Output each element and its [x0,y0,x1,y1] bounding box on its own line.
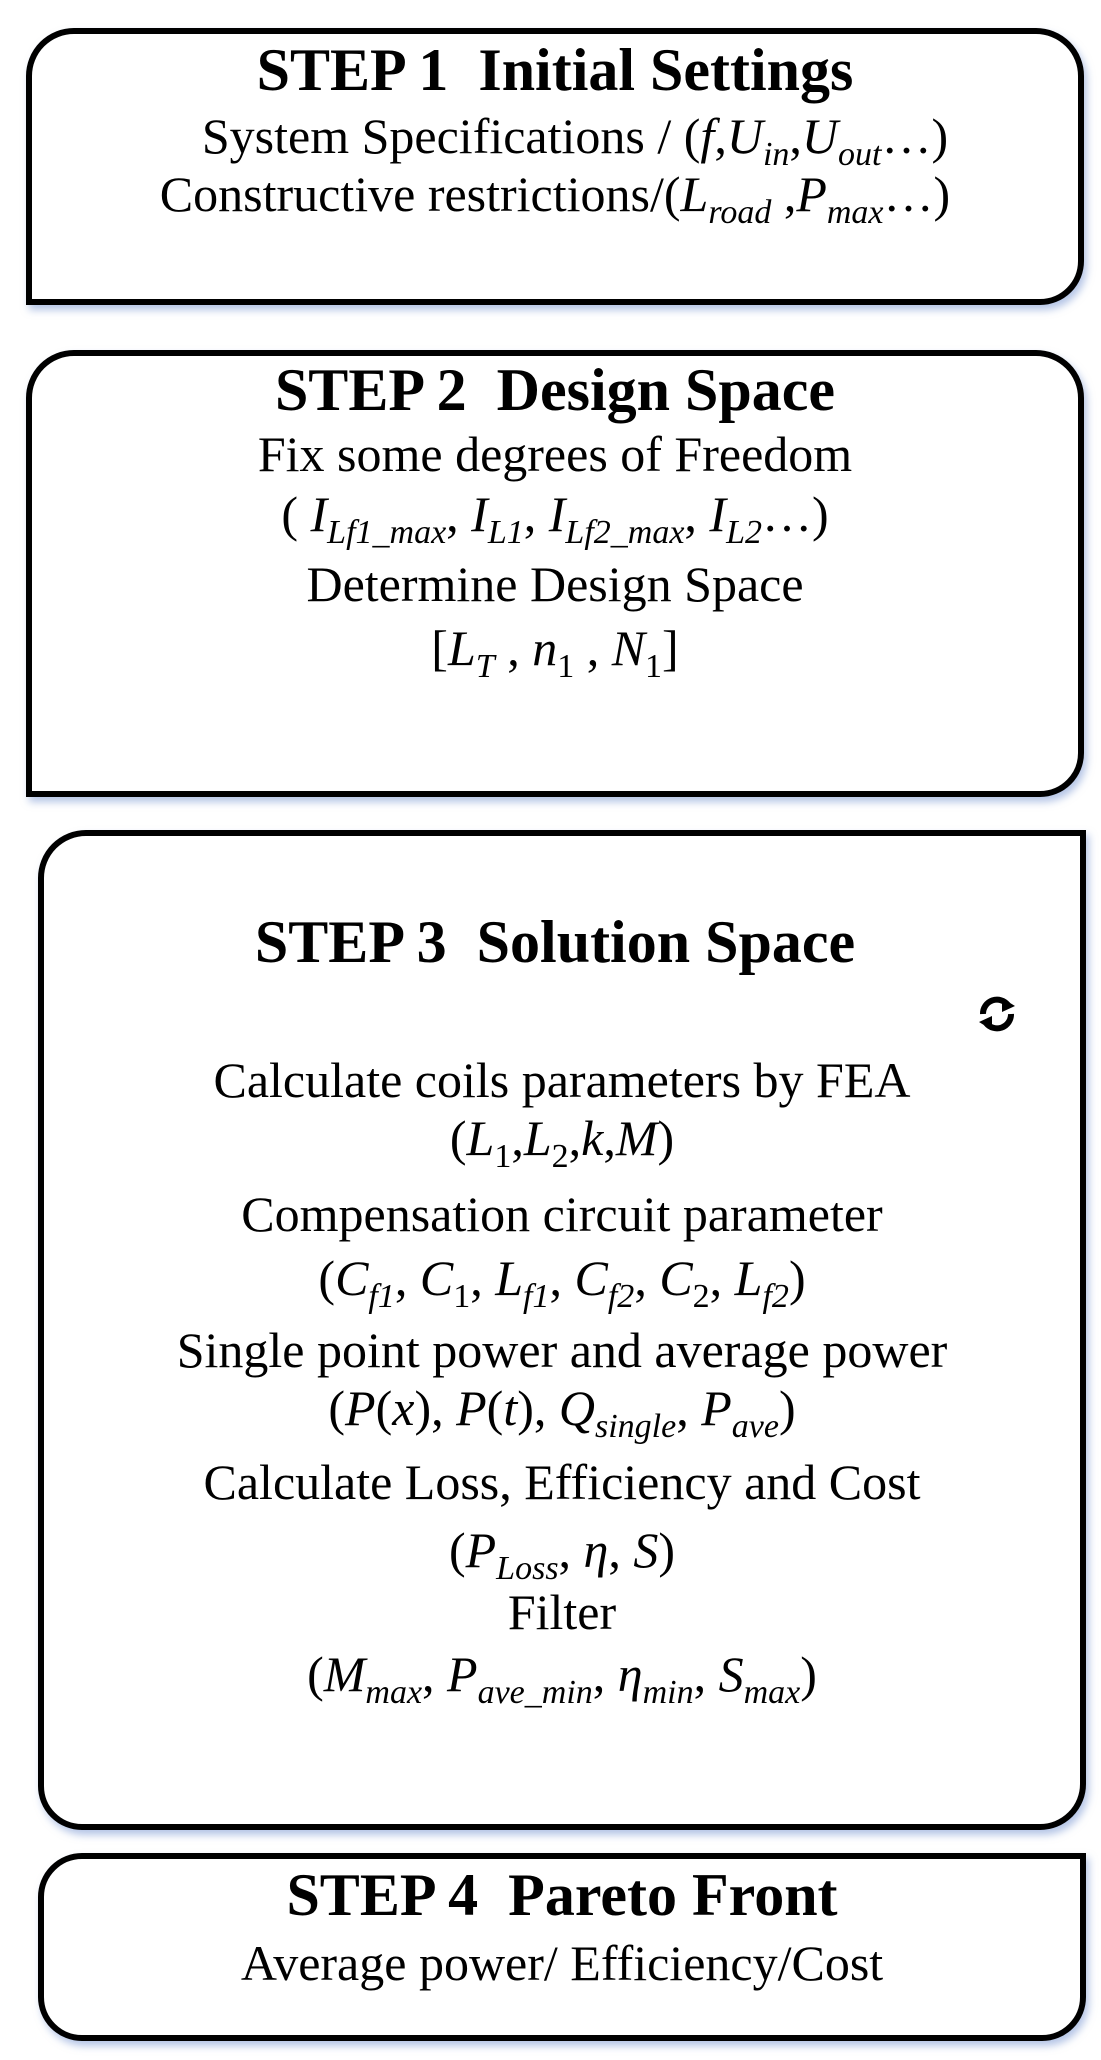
step-1-line-2 [32,166,1078,231]
design-space-text: Determine Design Space [306,556,804,612]
step-2-title: STEP 2 Design Space [274,357,836,423]
power-text: Single point power and average power [176,1322,948,1378]
pareto-objectives-text: Average power/ Efficiency/Cost [240,1935,884,1991]
coils-parameters-text: Calculate coils parameters by FEA [213,1052,911,1108]
constructive-restrictions-math: ($L_{road}$ $,P_{max}\dots$) [663,166,951,231]
step-4-box [38,1853,1086,2041]
refresh-icon [885,920,929,964]
design-space-math: [$L_T$ , $n_1$ , $N_1$] [431,620,679,685]
step-4-title: STEP 4 Pareto Front [286,1862,838,1928]
step-1-line-1 [72,108,1078,173]
constructive-restrictions-text: Constructive restrictions/ [159,166,664,222]
system-specifications-text: System Specifications / [201,108,684,164]
step-2-box [26,350,1084,797]
step-3-title: STEP 3 Solution Space [254,909,856,975]
system-specifications-math: $(f,U_{in},U_{out}\dots)$ [683,108,949,173]
filter-math: ($M_{max}$, $P_{ave\_min}$, $\eta_{min}$, $S_{max}$) [307,1646,817,1711]
filter-text: Filter [507,1584,617,1640]
step-3-box [38,830,1086,1830]
loss-efficiency-cost-text: Calculate Loss, Efficiency and Cost [203,1454,921,1510]
compensation-circuit-text: Compensation circuit parameter [241,1186,883,1242]
loss-efficiency-cost-math: ($P_{Loss}$, η, S) [448,1522,676,1587]
step-3-title-row [44,846,1080,1038]
step-1-title: STEP 1 Initial Settings [256,37,854,103]
freedom-math: ( $I_{Lf1\_max}$, $I_{L1}$, $I_{Lf2\_max}$, $I_{L2}\dots$) [281,486,829,551]
freedom-text: Fix some degrees of Freedom [257,426,853,482]
power-math: (P(x), P(t), $Q_{single}$, $P_{ave}$) [328,1380,796,1445]
coils-parameters-math: $(L_1,L_2,k,M)$ [449,1110,675,1175]
step-1-box [26,28,1084,305]
compensation-circuit-math: ($C_{f1}$, $C_1$, $L_{f1}$, $C_{f2}$, $C_2$, $L_{f2}$) [318,1250,806,1315]
